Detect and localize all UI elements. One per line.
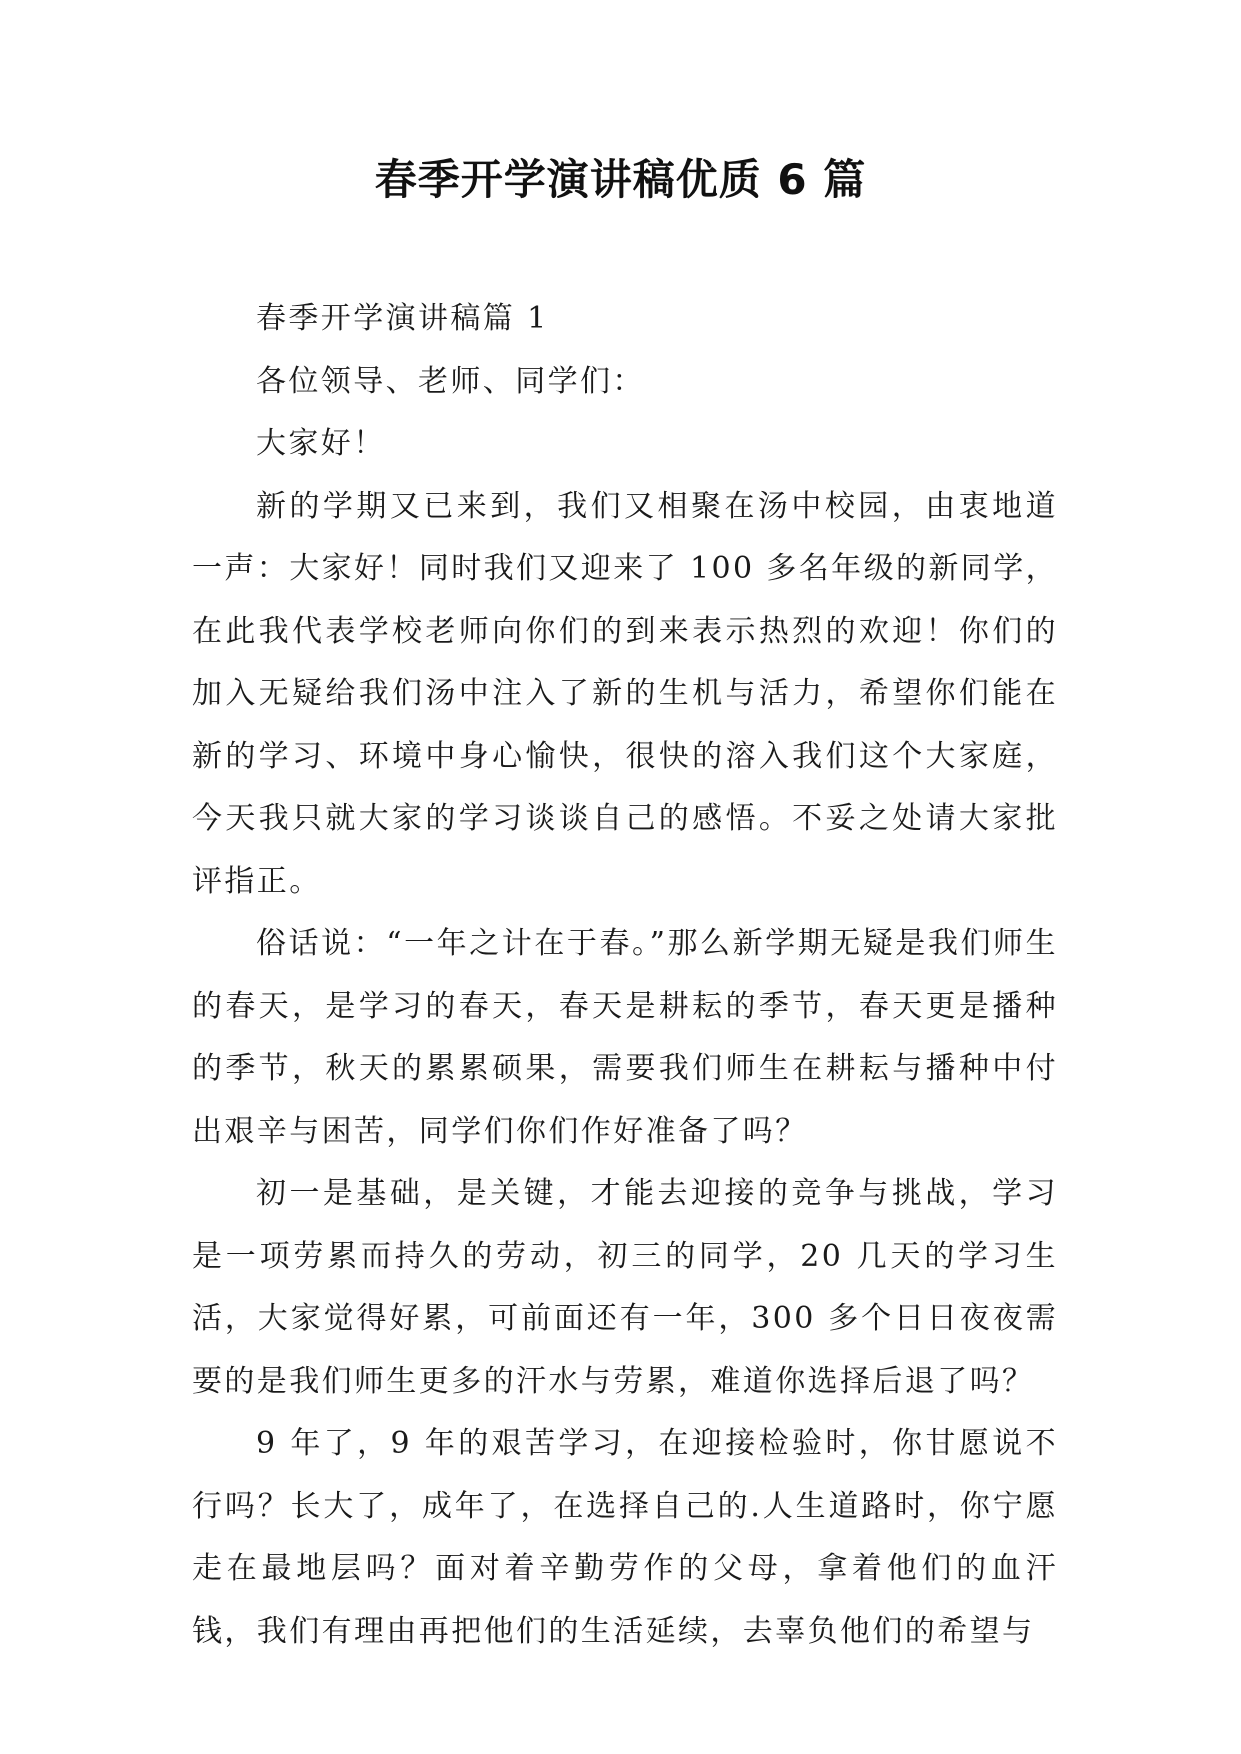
- body-paragraph: 9 年了，9 年的艰苦学习，在迎接检验时，你甘愿说不行吗？长大了，成年了，在选择自己的.人生道路时，你宁愿走在最地层吗？面对着辛勤劳作的父母，拿着他们的血汗钱，我们有理由再把他们的生活延续，去辜负他们的希望与: [192, 1426, 1058, 1649]
- body-paragraph: 新的学期又已来到，我们又相聚在汤中校园，由衷地道一声：大家好！同时我们又迎来了 100 多名年级的新同学，在此我代表学校老师向你们的到来表示热烈的欢迎！你们的加入无疑给我们汤中注入了新的生机与活力，希望你们能在新的学习、环境中身心愉快，很快的溶入我们这个大家庭，今天我只就大家的学习谈谈自己的感悟。不妥之处请大家批评指正。: [192, 488, 1058, 899]
- section-heading: 春季开学演讲稿篇 1: [256, 301, 549, 336]
- document-title: 春季开学演讲稿优质 6 篇: [374, 155, 867, 204]
- salutation: 各位领导、老师、同学们：: [256, 363, 645, 399]
- body-paragraph: 初一是基础，是关键，才能去迎接的竞争与挑战，学习是一项劳累而持久的劳动，初三的同学，20 几天的学习生活，大家觉得好累，可前面还有一年，300 多个日日夜夜需要的是我们师生更多的汗水与劳累，难道你选择后退了吗？: [192, 1176, 1058, 1399]
- document-body: [192, 288, 1058, 1663]
- greeting: 大家好！: [256, 426, 386, 461]
- body-paragraph: 俗话说：“一年之计在于春。”那么新学期无疑是我们师生的春天，是学习的春天，春天是耕耘的季节，春天更是播种的季节，秋天的累累硕果，需要我们师生在耕耘与播种中付出艰辛与困苦，同学们你们作好准备了吗？: [192, 926, 1058, 1149]
